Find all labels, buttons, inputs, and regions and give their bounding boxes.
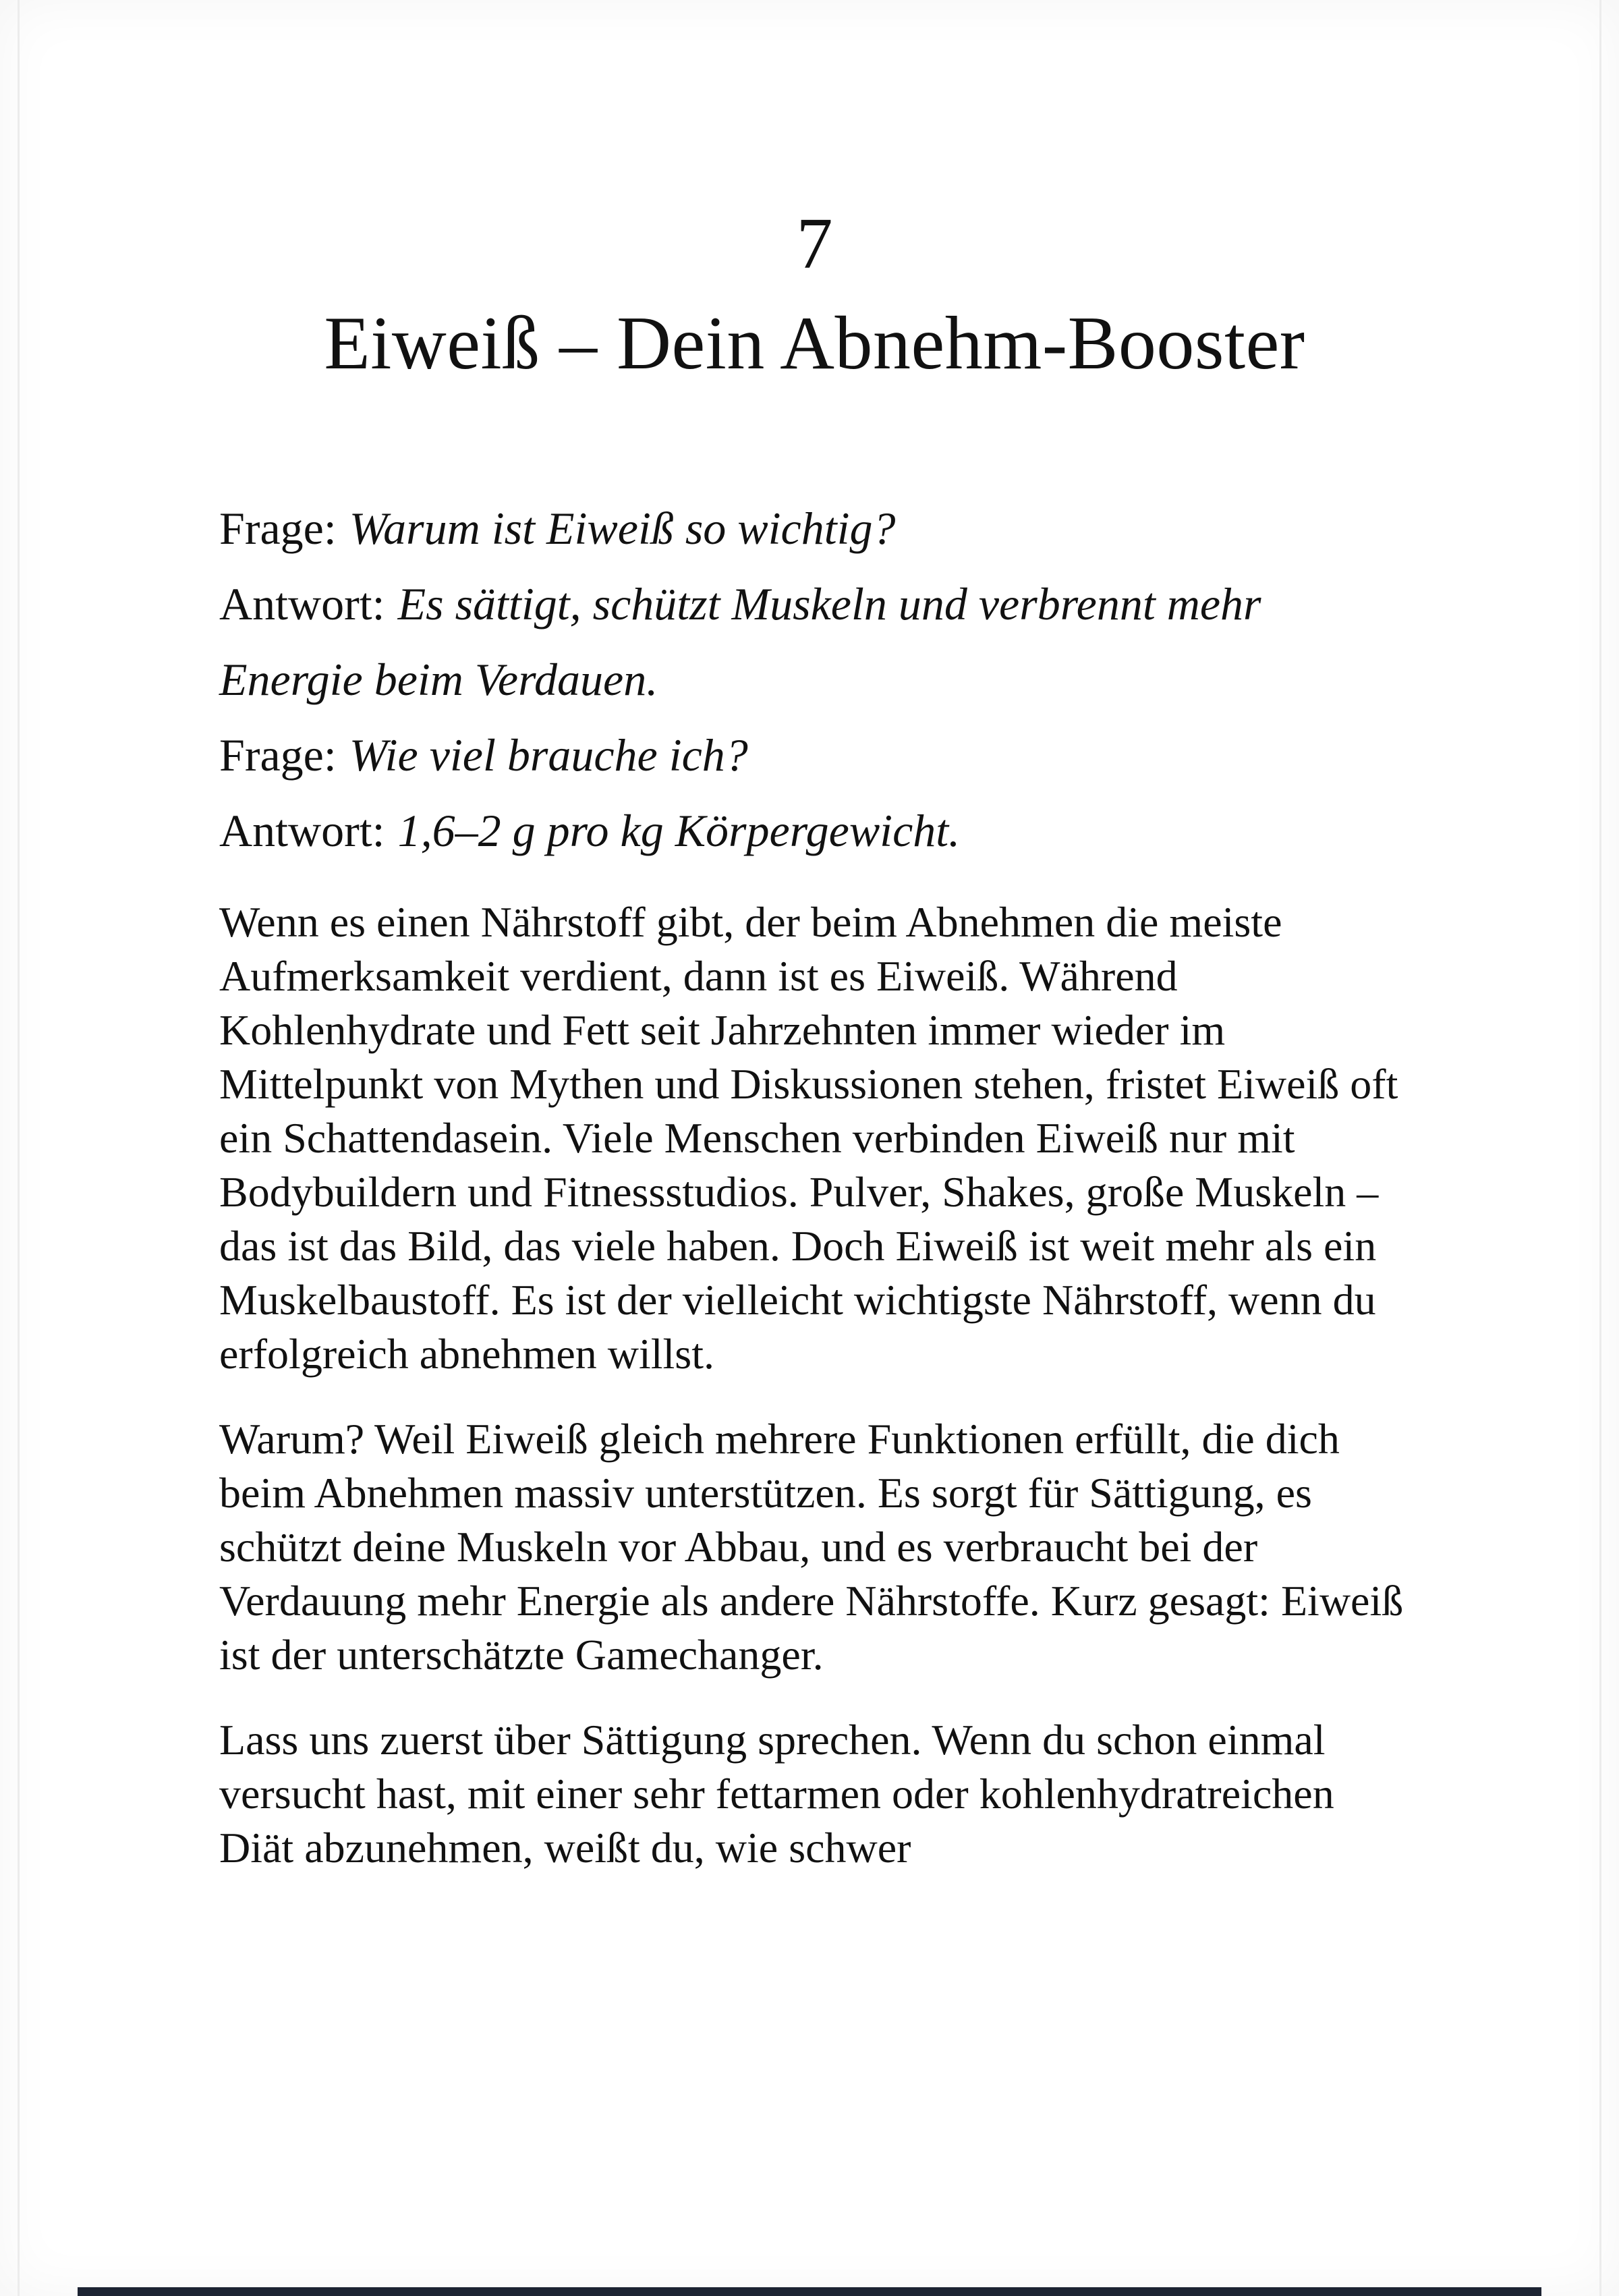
bottom-bar (78, 2287, 1541, 2296)
chapter-number: 7 (796, 204, 833, 284)
qa-item (219, 717, 1410, 793)
qa-text: Es sättigt, schützt Muskeln und verbrennt mehr Energie beim Verdauen. (219, 578, 1261, 705)
qa-block (219, 491, 1410, 868)
paragraph: Lass uns zuerst über Sättigung sprechen. Wenn du schon einmal versucht hast, mit einer sehr fettarmen oder kohlenhydratreichen Diät abzunehmen, weißt du, wie schwer (219, 1715, 1334, 1872)
chapter-title: Eiweiß – Dein Abnehm-Booster (324, 302, 1305, 386)
qa-text: Wie viel brauche ich? (349, 729, 748, 781)
qa-text: Warum ist Eiweiß so wichtig? (349, 502, 896, 554)
qa-item (219, 793, 1410, 868)
body-text (219, 895, 1410, 1875)
paragraph: Wenn es einen Nährstoff gibt, der beim Abnehmen die meiste Aufmerksamkeit verdient, dann ist es Eiweiß. Während Kohlenhydrate und Fett seit Jahrzehnten immer wieder im Mittelpunkt von Mythen und Diskussionen stehen, fristet Eiweiß oft ein Schattendasein. Viele Menschen verbinden Eiweiß nur mit Bodybuildern und Fitnessstudios. Pulver, Shakes, große Muskeln – das ist das Bild, das viele haben. Doch Eiweiß ist weit mehr als ein Muskelbaustoff. Es ist der vielleicht wichtigste Nährstoff, wenn du erfolgreich abnehmen willst. (219, 897, 1398, 1378)
paragraph: Warum? Weil Eiweiß gleich mehrere Funktionen erfüllt, die dich beim Abnehmen massiv unterstützen. Es sorgt für Sättigung, es schützt deine Muskeln vor Abbau, und es verbraucht bei der Verdauung mehr Energie als andere Nährstoffe. Kurz gesagt: Eiweiß ist der unterschätzte Gamechanger. (219, 1414, 1404, 1679)
qa-label: Frage: (219, 729, 337, 781)
qa-item (219, 566, 1410, 717)
qa-item (219, 491, 1410, 566)
qa-text: 1,6–2 g pro kg Körpergewicht. (397, 804, 961, 856)
page-right-edge (1599, 0, 1601, 2296)
page-left-edge (18, 0, 20, 2296)
qa-label: Antwort: (219, 578, 385, 629)
qa-label: Frage: (219, 502, 337, 554)
qa-label: Antwort: (219, 804, 385, 856)
